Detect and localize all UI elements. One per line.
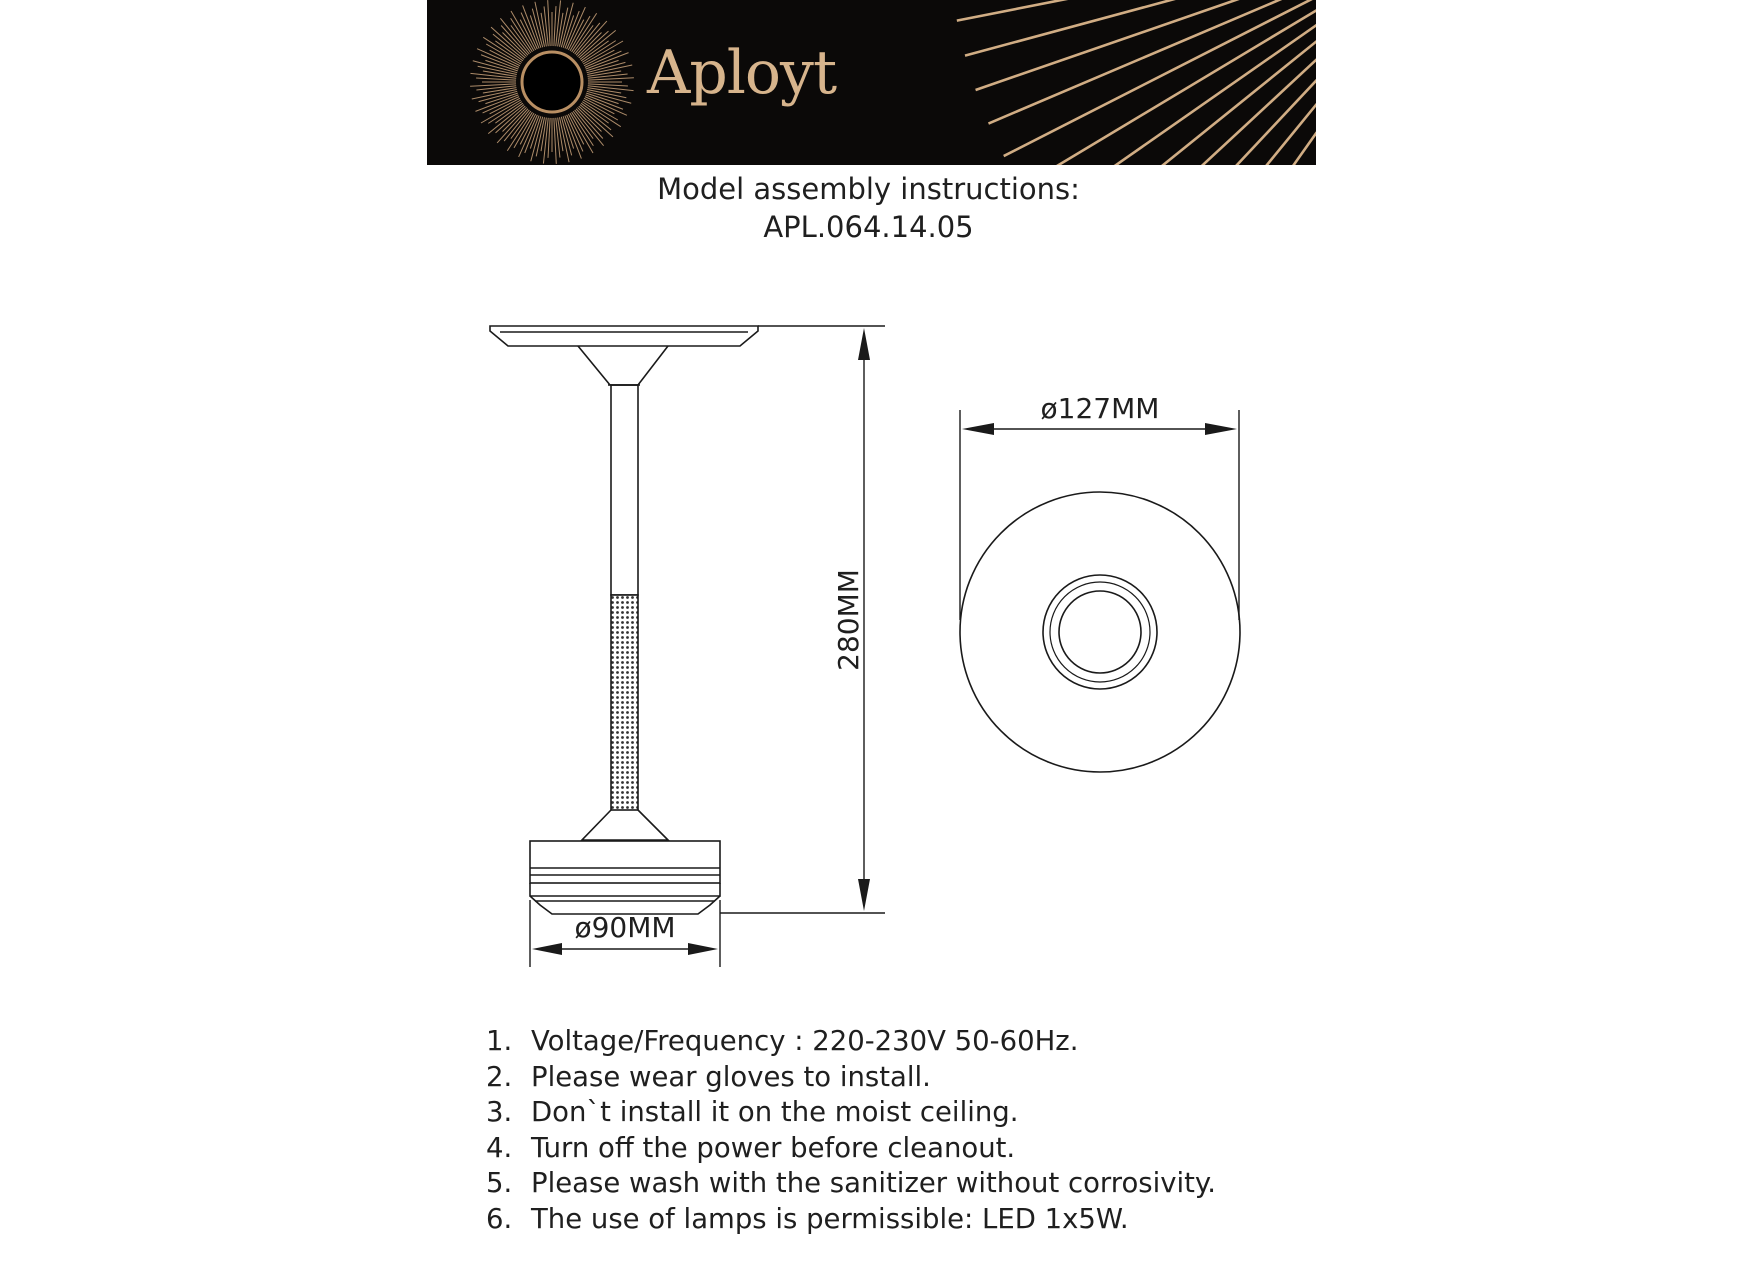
model-number: APL.064.14.05 <box>763 210 974 244</box>
list-item: 2. Please wear gloves to install. <box>486 1060 931 1093</box>
outer-disc-shape <box>960 492 1240 772</box>
arrow-right-icon <box>688 943 718 955</box>
base-lower-shape <box>530 883 720 896</box>
arrow-right-icon <box>1205 423 1237 435</box>
bottom-cone-shape <box>582 810 668 840</box>
arrow-left-icon <box>962 423 994 435</box>
arrow-down-icon <box>858 879 870 911</box>
ring-inner-shape <box>1059 591 1141 673</box>
title-line-1: Model assembly instructions: <box>657 172 1080 206</box>
arrow-up-icon <box>858 328 870 360</box>
base-upper-shape <box>530 841 720 883</box>
list-item: 5. Please wash with the sanitizer without corrosivity. <box>486 1167 1217 1199</box>
brand-name: Aployt <box>647 38 837 108</box>
ring-outer-shape <box>1043 575 1157 689</box>
top-diameter-dimension <box>960 410 1239 620</box>
top-cone-shape <box>578 346 668 385</box>
stem-shape <box>611 385 638 595</box>
height-label: 280MM <box>832 569 865 671</box>
lamp-side-view <box>490 326 758 914</box>
base-diameter-label: ø90MM <box>574 911 676 944</box>
list-item: 4. Turn off the power before cleanout. <box>486 1131 1016 1164</box>
knurled-grip-shape <box>611 595 638 810</box>
top-diameter-label: ø127MM <box>1040 392 1160 425</box>
arrow-left-icon <box>532 943 562 955</box>
lamp-top-view <box>960 492 1240 772</box>
list-item: 1. Voltage/Frequency : 220-230V 50-60Hz. <box>486 1025 1079 1057</box>
list-item: 3. Don`t install it on the moist ceiling. <box>486 1096 1019 1128</box>
list-item: 6. The use of lamps is permissible: LED 1x5W. <box>486 1202 1129 1235</box>
canopy-shape <box>490 326 758 346</box>
instruction-list <box>486 1024 1216 1237</box>
